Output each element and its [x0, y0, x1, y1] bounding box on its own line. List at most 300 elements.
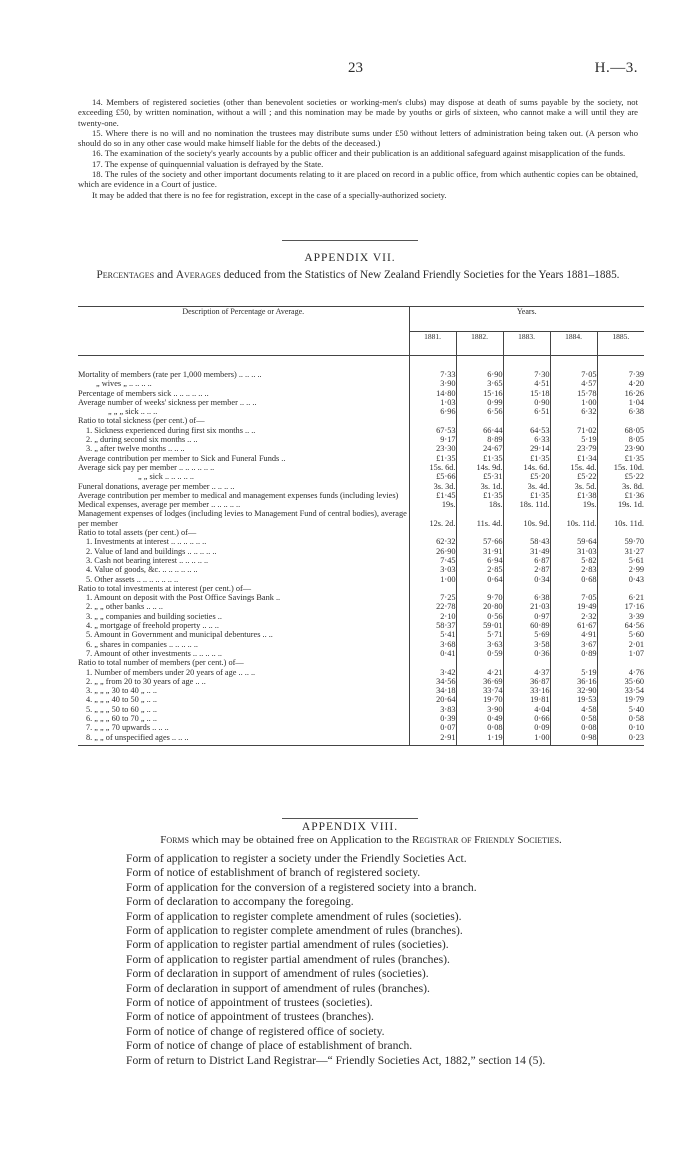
table-row	[78, 537, 644, 546]
value-cell: 0·99	[456, 398, 503, 407]
value-cell: 4·76	[597, 668, 644, 677]
value-cell: 5·60	[597, 630, 644, 639]
value-cell: 18s. 11d.	[503, 500, 550, 509]
value-cell: 4·20	[597, 379, 644, 388]
value-cell: 2·85	[456, 565, 503, 574]
value-cell: 0·49	[456, 714, 503, 723]
table-row	[78, 472, 644, 481]
value-cell: 0·66	[503, 714, 550, 723]
row-label: 1. Investments at interest .. .. .. .. .. ..	[78, 537, 409, 546]
value-cell: 7·30	[503, 370, 550, 379]
table-row	[78, 733, 644, 742]
value-cell: £5·31	[456, 472, 503, 481]
value-cell: 15·18	[503, 389, 550, 398]
value-cell: 36·87	[503, 677, 550, 686]
value-cell: 3·67	[550, 640, 597, 649]
row-label: 5. Amount in Government and municipal debentures .. ..	[78, 630, 409, 639]
value-cell: 5·41	[409, 630, 456, 639]
table-row	[78, 723, 644, 732]
value-cell: 3·90	[409, 379, 456, 388]
value-cell: 19·70	[456, 695, 503, 704]
table-row	[78, 547, 644, 556]
value-cell: 3·58	[503, 640, 550, 649]
value-cell	[550, 528, 597, 537]
value-cell: 8·05	[597, 435, 644, 444]
value-cell: 33·74	[456, 686, 503, 695]
value-cell: 6·33	[503, 435, 550, 444]
value-cell: 2·91	[409, 733, 456, 742]
row-label: 5. „ „ „ 50 to 60 „ .. ..	[78, 705, 409, 714]
value-cell	[550, 416, 597, 425]
table-row	[78, 602, 644, 611]
statistics-table	[78, 306, 644, 746]
row-label: Percentage of members sick .. .. .. .. .. ..	[78, 389, 409, 398]
table-row	[78, 658, 644, 667]
row-label: Average contribution per member to medical and management expenses funds (including levies)	[78, 491, 409, 500]
table-row	[78, 398, 644, 407]
value-cell: 5·40	[597, 705, 644, 714]
value-cell: 20·64	[409, 695, 456, 704]
value-cell: 17·16	[597, 602, 644, 611]
table-row	[78, 454, 644, 463]
value-cell: 1·07	[597, 649, 644, 658]
value-cell: 60·89	[503, 621, 550, 630]
form-list-item: Form of application to register complete amendment of rules (societies).	[126, 909, 462, 923]
value-cell: 15·78	[550, 389, 597, 398]
value-cell: 6·51	[503, 407, 550, 416]
table-row	[78, 695, 644, 704]
value-cell: 18s.	[456, 500, 503, 509]
row-label: „ „ sick .. .. .. .. ..	[78, 472, 409, 481]
row-label: Average number of weeks' sickness per member .. .. ..	[78, 398, 409, 407]
table-row	[78, 444, 644, 453]
value-cell	[503, 416, 550, 425]
value-cell: 4·58	[550, 705, 597, 714]
row-label: 3. „ „ companies and building societies ..	[78, 612, 409, 621]
value-cell: 0·56	[456, 612, 503, 621]
table-row	[78, 435, 644, 444]
value-cell: 7·45	[409, 556, 456, 565]
table-spacer-row	[78, 356, 644, 371]
value-cell: 1·00	[550, 398, 597, 407]
value-cell: 7·33	[409, 370, 456, 379]
value-cell: 3s. 5d.	[550, 482, 597, 491]
table-row	[78, 556, 644, 565]
value-cell: 5·69	[503, 630, 550, 639]
value-cell: 0·41	[409, 649, 456, 658]
value-cell: 4·21	[456, 668, 503, 677]
value-cell: 64·56	[597, 621, 644, 630]
value-cell	[550, 658, 597, 667]
value-cell	[597, 584, 644, 593]
table-row	[78, 649, 644, 658]
table-row	[78, 621, 644, 630]
value-cell: 14s. 6d.	[503, 463, 550, 472]
value-cell: 1·00	[503, 733, 550, 742]
appendix-8-heading	[78, 834, 644, 846]
form-list-item: Form of notice of appointment of trustees (branches).	[126, 1010, 374, 1024]
value-cell: 66·44	[456, 426, 503, 435]
value-cell	[409, 528, 456, 537]
value-cell: £1·35	[503, 491, 550, 500]
appendix-7-title: APPENDIX VII.	[304, 252, 396, 264]
years-header: Years.	[409, 307, 644, 332]
value-cell	[597, 658, 644, 667]
table-row	[78, 575, 644, 584]
value-cell: 31·49	[503, 547, 550, 556]
value-cell: 4·51	[503, 379, 550, 388]
value-cell: 2·32	[550, 612, 597, 621]
table-row	[78, 640, 644, 649]
table-row	[78, 482, 644, 491]
value-cell: 7·05	[550, 593, 597, 602]
value-cell: 3·63	[456, 640, 503, 649]
value-cell: 6·38	[597, 407, 644, 416]
value-cell: 5·71	[456, 630, 503, 639]
year-header-cell: 1881.	[409, 332, 456, 356]
row-label: 1. Number of members under 20 years of age .. .. ..	[78, 668, 409, 677]
value-cell: 6·87	[503, 556, 550, 565]
row-label: 1. Sickness experienced during first six months .. ..	[78, 426, 409, 435]
value-cell	[503, 584, 550, 593]
value-cell: 19s. 1d.	[597, 500, 644, 509]
page-number: 23	[348, 60, 363, 76]
value-cell: 5·82	[550, 556, 597, 565]
value-cell: 19·79	[597, 695, 644, 704]
value-cell: 19s.	[409, 500, 456, 509]
paragraph-15: 15. Where there is no will and no nomination the trustees may distribute sums under £50 without letters of administration being taken out. (A person who should do so in any other case would make himself liable for the debts of the deceased.)	[78, 127, 638, 149]
value-cell: 0·68	[550, 575, 597, 584]
value-cell	[409, 584, 456, 593]
value-cell: 0·07	[409, 723, 456, 732]
value-cell: 2·87	[503, 565, 550, 574]
value-cell: 2·10	[409, 612, 456, 621]
value-cell: 1·00	[409, 575, 456, 584]
value-cell: 14s. 9d.	[456, 463, 503, 472]
value-cell: £1·36	[597, 491, 644, 500]
row-label: Mortality of members (rate per 1,000 members) .. .. .. ..	[78, 370, 409, 379]
value-cell: 3s. 3d.	[409, 482, 456, 491]
statistics-body	[78, 356, 644, 746]
table-row	[78, 612, 644, 621]
forms-list	[126, 852, 656, 1068]
row-label: 4. „ „ „ 40 to 50 „ .. ..	[78, 695, 409, 704]
value-cell: £1·45	[409, 491, 456, 500]
value-cell: 4·04	[503, 705, 550, 714]
value-cell: 3s. 1d.	[456, 482, 503, 491]
value-cell: 62·32	[409, 537, 456, 546]
form-list-item: Form of return to District Land Registrar—“ Friendly Societies Act, 1882,” section 14 (5).	[126, 1053, 546, 1067]
value-cell: 33·54	[597, 686, 644, 695]
form-list-item: Form of notice of establishment of branch of registered society.	[126, 866, 421, 880]
value-cell: 26·90	[409, 547, 456, 556]
value-cell: 19·49	[550, 602, 597, 611]
value-cell: 61·67	[550, 621, 597, 630]
value-cell: 3s. 8d.	[597, 482, 644, 491]
value-cell: 4·37	[503, 668, 550, 677]
subtitle-percentages: Percentages	[96, 269, 155, 281]
value-cell: £1·34	[550, 454, 597, 463]
value-cell	[456, 584, 503, 593]
value-cell: 11s. 4d.	[456, 509, 503, 528]
row-label: 5. Other assets .. .. .. .. .. .. ..	[78, 575, 409, 584]
value-cell: 3s. 4d.	[503, 482, 550, 491]
row-label: 2. „ during second six months .. ..	[78, 435, 409, 444]
paragraph-18: 18. The rules of the society and other important documents relating to it are placed on record in a public office, from which authentic copies can be obtained, which are evidence in a Court of justice.	[78, 169, 638, 190]
value-cell: 0·89	[550, 649, 597, 658]
value-cell: 24·67	[456, 444, 503, 453]
value-cell: 19·81	[503, 695, 550, 704]
table-row	[78, 463, 644, 472]
value-cell: 10s. 11d.	[550, 509, 597, 528]
value-cell: 0·98	[550, 733, 597, 742]
value-cell: 6·32	[550, 407, 597, 416]
row-label: 4. Value of goods, &c. .. .. .. .. .. ..	[78, 565, 409, 574]
row-label: 3. „ after twelve months .. .. ..	[78, 444, 409, 453]
value-cell: 3·03	[409, 565, 456, 574]
value-cell: 0·43	[597, 575, 644, 584]
value-cell: 0·59	[456, 649, 503, 658]
form-list-item: Form of application to register a society under the Friendly Societies Act.	[126, 852, 467, 865]
value-cell: 35·60	[597, 677, 644, 686]
value-cell: 3·90	[456, 705, 503, 714]
table-row	[78, 416, 644, 425]
subtitle-averages: Averages	[175, 269, 221, 281]
table-row	[78, 668, 644, 677]
value-cell	[597, 528, 644, 537]
value-cell: 1·03	[409, 398, 456, 407]
value-cell: £5·22	[597, 472, 644, 481]
value-cell: 3·68	[409, 640, 456, 649]
value-cell: 0·08	[456, 723, 503, 732]
value-cell: £5·66	[409, 472, 456, 481]
value-cell: 15s. 10d.	[597, 463, 644, 472]
row-label: Ratio to total number of members (per cent.) of—	[78, 658, 409, 667]
row-label: Ratio to total sickness (per cent.) of—	[78, 416, 409, 425]
table-row	[78, 426, 644, 435]
form-list-item: Form of notice of change of registered office of society.	[126, 1024, 385, 1038]
value-cell: 1·19	[456, 733, 503, 742]
year-header-cell: 1884.	[550, 332, 597, 356]
value-cell: 5·19	[550, 435, 597, 444]
row-label: „ wives „ .. .. .. ..	[78, 379, 409, 388]
heading-middle: which may be obtained free on Application to the	[191, 834, 410, 846]
value-cell: 21·03	[503, 602, 550, 611]
row-label: Average sick pay per member .. .. .. .. .. ..	[78, 463, 409, 472]
value-cell	[456, 658, 503, 667]
subtitle-and: and	[156, 269, 174, 281]
value-cell: £1·35	[456, 454, 503, 463]
row-label: Funeral donations, average per member .. .. .. ..	[78, 482, 409, 491]
value-cell: 15s. 6d.	[409, 463, 456, 472]
table-row	[78, 407, 644, 416]
value-cell: 6·94	[456, 556, 503, 565]
section-divider-2	[282, 818, 418, 819]
table-row	[78, 565, 644, 574]
value-cell: 31·91	[456, 547, 503, 556]
row-label: 3. „ „ „ 30 to 40 „ .. ..	[78, 686, 409, 695]
row-label: 8. „ „ of unspecified ages .. .. ..	[78, 733, 409, 742]
year-header-cell: 1883.	[503, 332, 550, 356]
value-cell: 34·18	[409, 686, 456, 695]
value-cell: 33·16	[503, 686, 550, 695]
value-cell: 2·99	[597, 565, 644, 574]
value-cell: 29·14	[503, 444, 550, 453]
table-row	[78, 389, 644, 398]
value-cell: 7·25	[409, 593, 456, 602]
row-label: 4. „ mortgage of freehold property .. .. ..	[78, 621, 409, 630]
value-cell: 15·16	[456, 389, 503, 398]
form-list-item: Form of notice of appointment of trustees (societies).	[126, 996, 373, 1010]
value-cell	[409, 416, 456, 425]
value-cell: 23·90	[597, 444, 644, 453]
form-list-item: Form of declaration in support of amendment of rules (branches).	[126, 981, 430, 995]
value-cell: 19·53	[550, 695, 597, 704]
form-list-item: Form of application to register partial amendment of rules (societies).	[126, 938, 449, 952]
value-cell: 20·80	[456, 602, 503, 611]
table-row	[78, 491, 644, 500]
value-cell	[503, 658, 550, 667]
year-header-cell: 1885.	[597, 332, 644, 356]
form-list-item: Form of declaration in support of amendment of rules (societies).	[126, 967, 429, 981]
value-cell: 31·03	[550, 547, 597, 556]
value-cell: 3·65	[456, 379, 503, 388]
table-row	[78, 686, 644, 695]
heading-registrar: Registrar of Friendly Societies.	[412, 834, 562, 846]
value-cell: 9·70	[456, 593, 503, 602]
value-cell: 31·27	[597, 547, 644, 556]
value-cell: 15s. 4d.	[550, 463, 597, 472]
value-cell	[597, 416, 644, 425]
table-row	[78, 370, 644, 379]
value-cell: 59·70	[597, 537, 644, 546]
value-cell: 3·83	[409, 705, 456, 714]
value-cell	[409, 658, 456, 667]
value-cell: 64·53	[503, 426, 550, 435]
table-row	[78, 593, 644, 602]
paragraph-17: 17. The expense of quinquennial valuation is defrayed by the State.	[92, 158, 324, 169]
row-label: Ratio to total assets (per cent.) of—	[78, 528, 409, 537]
value-cell: 6·96	[409, 407, 456, 416]
value-cell: 32·90	[550, 686, 597, 695]
value-cell	[456, 528, 503, 537]
form-list-item: Form of application for the conversion of a registered society into a branch.	[126, 880, 477, 894]
row-label: 2. „ „ from 20 to 30 years of age .. ..	[78, 677, 409, 686]
value-cell	[550, 584, 597, 593]
value-cell: 0·58	[550, 714, 597, 723]
value-cell: 23·30	[409, 444, 456, 453]
paragraph-14: 14. Members of registered societies (other than benevolent societies or working-men's clubs) may dispose at death of sums payable by the society, not exceeding £50, by written nomination, without a will ; and this nomination may be made by youths or girls of sixteen, who cannot make a will until they are twenty-one.	[78, 97, 638, 128]
value-cell: 0·09	[503, 723, 550, 732]
value-cell: 59·01	[456, 621, 503, 630]
row-label: 3. Cash not bearing interest .. .. .. .. ..	[78, 556, 409, 565]
value-cell: £5·22	[550, 472, 597, 481]
table-row	[78, 528, 644, 537]
value-cell: 6·90	[456, 370, 503, 379]
value-cell: 0·36	[503, 649, 550, 658]
appendix-8-title: APPENDIX VIII.	[301, 821, 399, 833]
intro-paragraphs	[78, 97, 638, 200]
row-label: 2. Value of land and buildings .. .. .. .. ..	[78, 547, 409, 556]
value-cell: 58·43	[503, 537, 550, 546]
value-cell: 58·37	[409, 621, 456, 630]
row-label: Management expenses of lodges (including levies to Management Fund of central bodies), average per member	[78, 509, 409, 528]
subtitle-rest: deduced from the Statistics of New Zealand Friendly Societies for the Years 1881–1885.	[223, 269, 620, 281]
value-cell	[456, 416, 503, 425]
value-cell: 19s.	[550, 500, 597, 509]
value-cell: 14·80	[409, 389, 456, 398]
table-row	[78, 714, 644, 723]
value-cell: 3·39	[597, 612, 644, 621]
year-header-cell: 1882.	[456, 332, 503, 356]
value-cell: £1·38	[550, 491, 597, 500]
section-divider	[282, 240, 418, 241]
value-cell	[503, 528, 550, 537]
table-row	[78, 705, 644, 714]
value-cell: 6·38	[503, 593, 550, 602]
row-label: Average contribution per member to Sick and Funeral Funds ..	[78, 454, 409, 463]
form-list-item: Form of application to register complete amendment of rules (branches).	[126, 924, 463, 938]
value-cell: £1·35	[409, 454, 456, 463]
value-cell: 0·58	[597, 714, 644, 723]
table-row	[78, 677, 644, 686]
value-cell: 0·39	[409, 714, 456, 723]
paragraph-fee-note: It may be added that there is no fee for registration, except in the case of a specially-authorized society.	[92, 189, 447, 200]
value-cell: £1·35	[456, 491, 503, 500]
paragraph-16: 16. The examination of the society's yearly accounts by a public officer and their publication is an additional safeguard against misapplication of the funds.	[92, 148, 626, 159]
value-cell: 9·17	[409, 435, 456, 444]
value-cell: 67·53	[409, 426, 456, 435]
row-label: „ „ „ sick .. .. ..	[78, 407, 409, 416]
value-cell: 0·90	[503, 398, 550, 407]
row-label: 7. Amount of other investments .. .. .. .. ..	[78, 649, 409, 658]
table-spacer-row	[78, 742, 644, 746]
value-cell: 12s. 2d.	[409, 509, 456, 528]
form-list-item: Form of declaration to accompany the foregoing.	[126, 895, 354, 909]
value-cell: 8·89	[456, 435, 503, 444]
row-label: 7. „ „ „ 70 upwards .. .. ..	[78, 723, 409, 732]
value-cell: 1·04	[597, 398, 644, 407]
heading-forms: Forms	[160, 834, 189, 846]
value-cell: 5·19	[550, 668, 597, 677]
table-row	[78, 584, 644, 593]
row-label: Ratio to total investments at interest (per cent.) of—	[78, 584, 409, 593]
value-cell: 6·21	[597, 593, 644, 602]
row-label: 6. „ „ „ 60 to 70 „ .. ..	[78, 714, 409, 723]
value-cell: 36·69	[456, 677, 503, 686]
value-cell: £1·35	[503, 454, 550, 463]
value-cell: 4·91	[550, 630, 597, 639]
value-cell: 57·66	[456, 537, 503, 546]
table-row	[78, 500, 644, 509]
value-cell: 0·64	[456, 575, 503, 584]
value-cell: 59·64	[550, 537, 597, 546]
value-cell: 71·02	[550, 426, 597, 435]
form-list-item: Form of application to register partial amendment of rules (branches).	[126, 952, 450, 966]
appendix-7-subtitle	[78, 269, 638, 282]
value-cell: 10s. 9d.	[503, 509, 550, 528]
value-cell: 3·42	[409, 668, 456, 677]
value-cell: 0·23	[597, 733, 644, 742]
document-code: H.—3.	[594, 60, 638, 76]
value-cell: 68·05	[597, 426, 644, 435]
page-header	[0, 60, 700, 80]
description-header: Description of Percentage or Average.	[78, 307, 409, 356]
value-cell: 23·79	[550, 444, 597, 453]
form-list-item: Form of notice of change of place of establishment of branch.	[126, 1039, 413, 1053]
value-cell: 0·10	[597, 723, 644, 732]
value-cell: 36·16	[550, 677, 597, 686]
